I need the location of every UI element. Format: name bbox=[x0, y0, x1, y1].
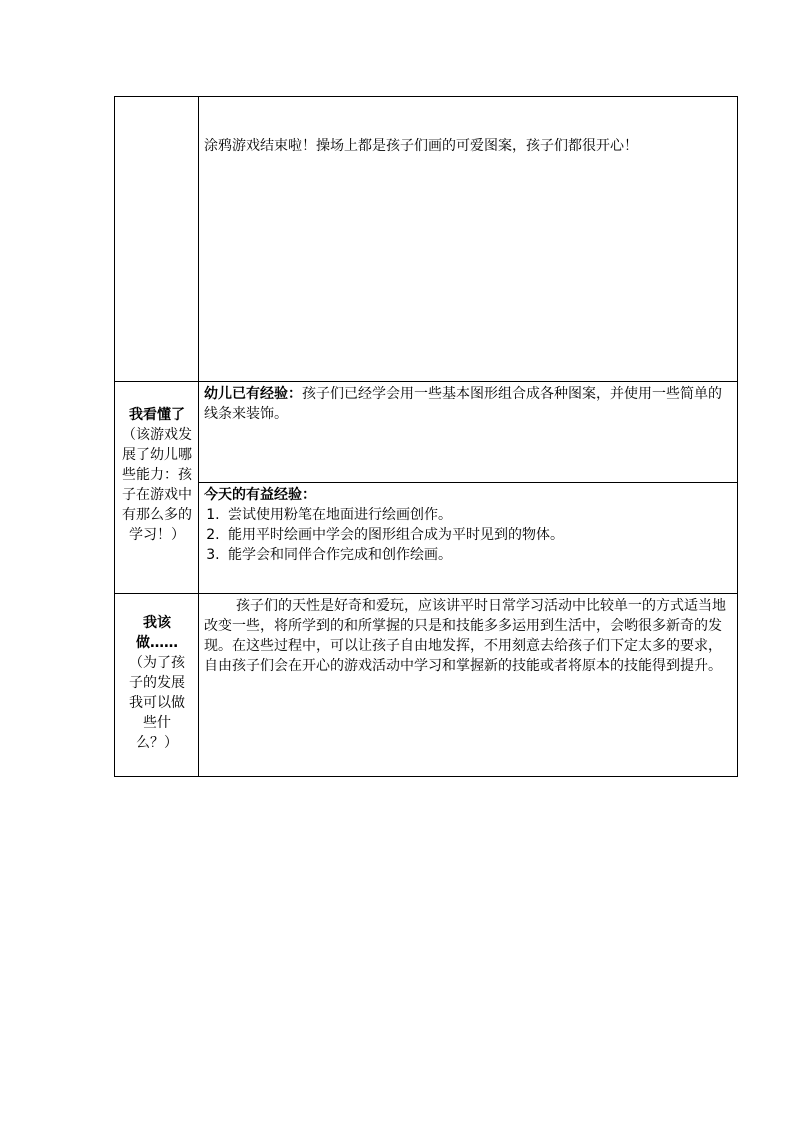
table-bottom-border bbox=[114, 776, 738, 777]
prior-experience-cell bbox=[204, 384, 734, 424]
row2-bottom-border bbox=[114, 593, 738, 594]
understanding-title: 我看懂了 bbox=[129, 407, 185, 423]
subrow-divider bbox=[198, 482, 738, 483]
action-subtitle: （为了孩子的发展我可以做些什么？） bbox=[129, 655, 185, 751]
action-label-cell bbox=[128, 613, 186, 753]
evaluation-table bbox=[114, 96, 738, 777]
prior-experience-text: 孩子们已经学会用一些基本图形组合成各种图案，并使用一些简单的线条来装饰。 bbox=[204, 386, 722, 422]
table-right-border bbox=[737, 96, 738, 777]
action-title: 我该做…… bbox=[136, 615, 178, 651]
row1-bottom-border bbox=[114, 381, 738, 382]
row1-text: 涂鸦游戏结束啦！操场上都是孩子们画的可爱图案，孩子们都很开心！ bbox=[204, 138, 638, 154]
understanding-label-cell bbox=[118, 405, 196, 545]
list-item: 1. 尝试使用粉笔在地面进行绘画创作。 bbox=[224, 505, 734, 525]
prior-experience-heading: 幼儿已有经验： bbox=[204, 386, 302, 402]
table-top-border bbox=[114, 96, 738, 97]
action-text: 孩子们的天性是好奇和爱玩，应该讲平时日常学习活动中比较单一的方式适当地改变一些，将所学到的和所掌握的只是和技能多多运用到生活中，会哟很多新奇的发现。在这些过程中，可以让孩子自由地发挥，不用刻意去给孩子们下定太多的要求，自由孩子们会在开心的游戏活动中学习和掌握新的技能或者将原本的技能得到提升。 bbox=[204, 598, 726, 674]
understanding-subtitle: （该游戏发展了幼儿哪些能力：孩子在游戏中有那么多的学习！） bbox=[122, 427, 192, 543]
row1-content-cell bbox=[204, 136, 732, 156]
today-experience-cell bbox=[204, 485, 734, 565]
today-experience-heading: 今天的有益经验： bbox=[204, 487, 316, 503]
action-content-cell bbox=[204, 596, 734, 676]
today-experience-list bbox=[204, 505, 734, 565]
list-item: 3. 能学会和同伴合作完成和创作绘画。 bbox=[224, 545, 734, 565]
column-divider bbox=[198, 96, 199, 777]
row1-left-cell bbox=[115, 97, 198, 381]
list-item: 2. 能用平时绘画中学会的图形组合成为平时见到的物体。 bbox=[224, 525, 734, 545]
